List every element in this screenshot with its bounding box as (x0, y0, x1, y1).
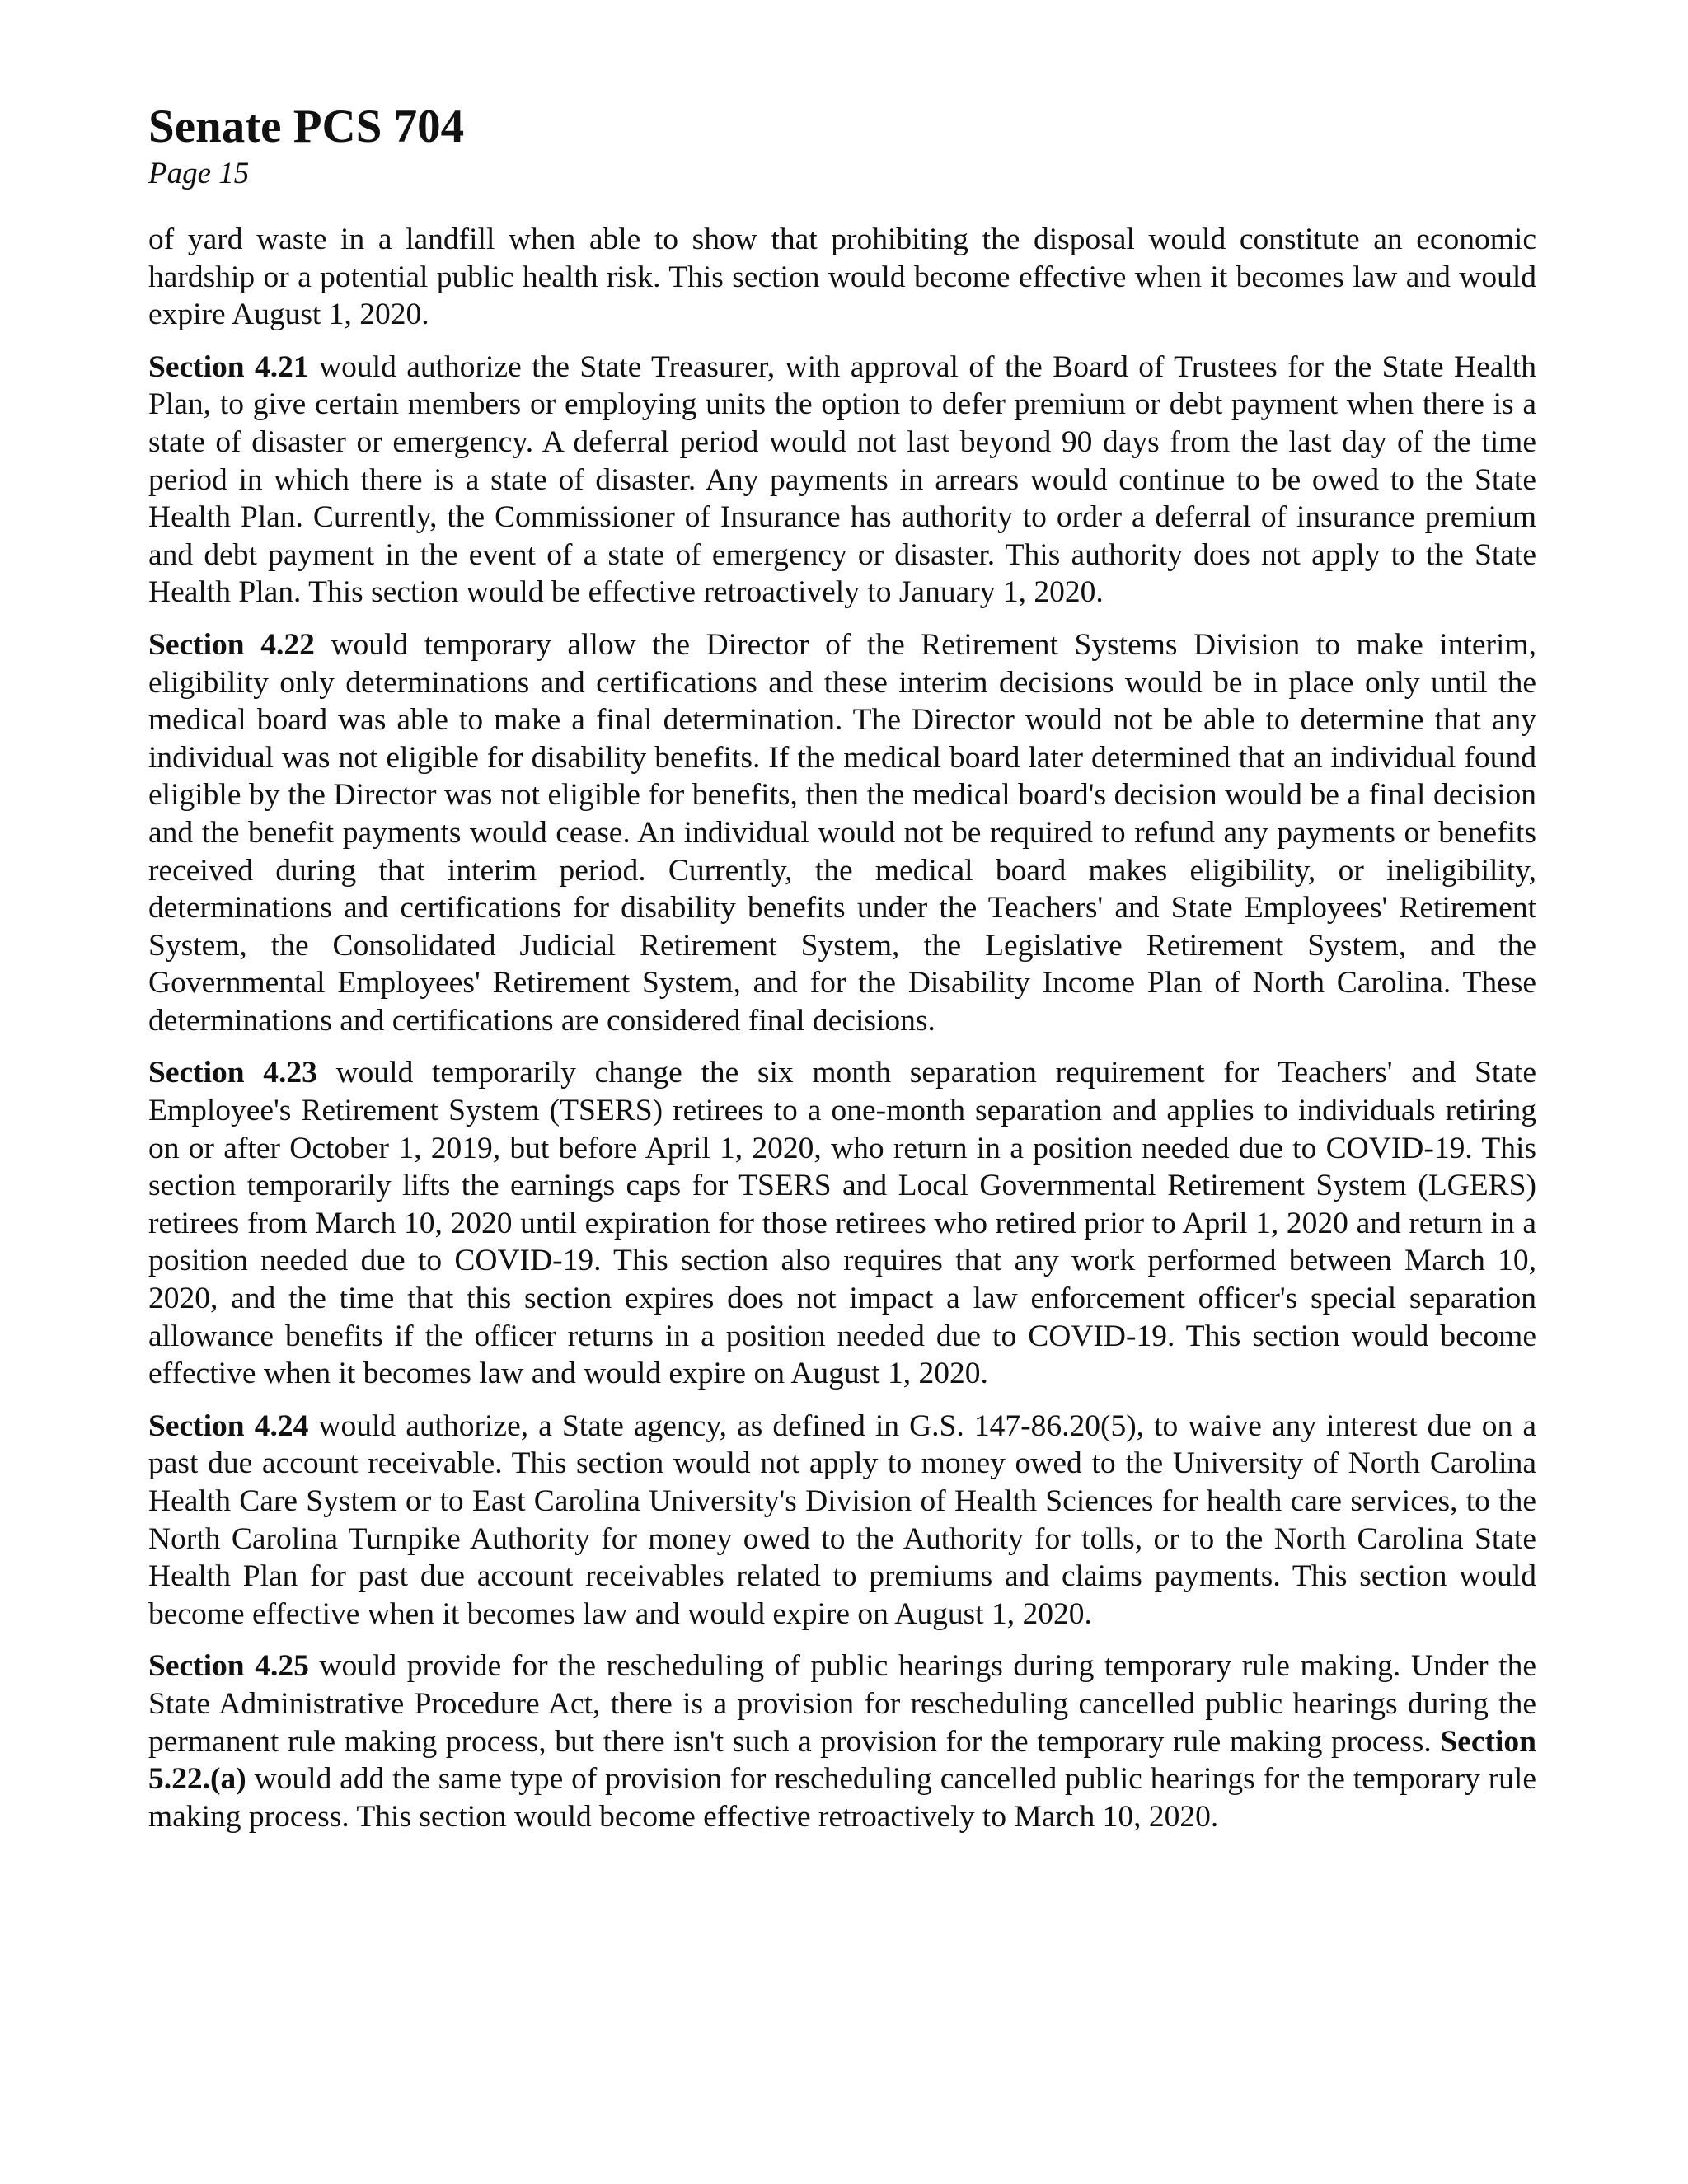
paragraph-text: of yard waste in a landfill when able to show that prohibiting the disposal would constitute an economic hardship or a potential public health risk. This section would become effective when it becomes law and would expire August 1, 2020. (148, 223, 1536, 332)
section-reference: Section 5.22.(a) (148, 1724, 1536, 1797)
section-heading: Section 4.21 (148, 349, 309, 384)
paragraph-text: would add the same type of provision for rescheduling cancelled public hearings for the temporary rule making process. This section would become effective retroactively to March 10, 2020. (148, 1762, 1536, 1834)
paragraph-section-4-22 (148, 626, 1536, 1040)
paragraph-section-4-25 (148, 1647, 1536, 1835)
paragraph-text: would temporary allow the Director of the Retirement Systems Division to make interim, eligibility only determinations and certifications and these interim decisions would be in place only until the medical board was able to make a final determination. The Director would not be able to determine that any individual was not eligible for disability benefits. If the medical board later determined that an individual found eligible by the Director was not eligible for benefits, then the medical board's decision would be a final decision and the benefit payments would cease. An individual would not be required to refund any payments or benefits received during that interim period. Currently, the medical board makes eligibility, or ineligibility, determinations and certifications for disability benefits under the Teachers' and State Employees' Retirement System, the Consolidated Judicial Retirement System, the Legislative Retirement System, and the Governmental Employees' Retirement System, and for the Disability Income Plan of North Carolina. These determinations and certifications are considered final decisions. (148, 627, 1536, 1038)
paragraph-text: would authorize, a State agency, as defined in G.S. 147-86.20(5), to waive any interest due on a past due account receivable. This section would not apply to money owed to the University of North Carolina Health Care System or to East Carolina University's Division of Health Sciences for health care services, to the North Carolina Turnpike Authority for money owed to the Authority for tolls, or to the North Carolina State Health Plan for past due account receivables related to premiums and claims payments. This section would become effective when it becomes law and would expire on August 1, 2020. (148, 1408, 1536, 1631)
paragraph-text: would temporarily change the six month separation requirement for Teachers' and State Employee's Retirement System (TSERS) retirees to a one-month separation and applies to individuals retiring on or after October 1, 2019, but before April 1, 2020, who return in a position needed due to COVID-19. This section temporarily lifts the earnings caps for TSERS and Local Governmental Retirement System (LGERS) retirees from March 10, 2020 until expiration for those retirees who retired prior to April 1, 2020 and return in a position needed due to COVID-19. This section also requires that any work performed between March 10, 2020, and the time that this section expires does not impact a law enforcement officer's special separation allowance benefits if the officer returns in a position needed due to COVID-19. This section would become effective when it becomes law and would expire on August 1, 2020. (148, 1056, 1536, 1391)
paragraph-text: would authorize the State Treasurer, with approval of the Board of Trustees for the State Health Plan, to give certain members or employing units the option to defer premium or debt payment when there is a state of disaster or emergency. A deferral period would not last beyond 90 days from the last day of the time period in which there is a state of disaster. Any payments in arrears would continue to be owed to the State Health Plan. Currently, the Commissioner of Insurance has authority to order a deferral of insurance premium and debt payment in the event of a state of emergency or disaster. This authority does not apply to the State Health Plan. This section would be effective retroactively to January 1, 2020. (148, 349, 1536, 610)
paragraph-section-4-23 (148, 1054, 1536, 1392)
section-heading: Section 4.23 (148, 1056, 317, 1090)
document-page (148, 99, 1536, 1850)
document-title: Senate PCS 704 (148, 101, 465, 152)
page-number: Page 15 (148, 157, 250, 190)
paragraph-continuation (148, 221, 1536, 334)
section-heading: Section 4.24 (148, 1408, 309, 1443)
section-heading: Section 4.22 (148, 627, 315, 662)
paragraph-section-4-24 (148, 1408, 1536, 1633)
section-heading: Section 4.25 (148, 1649, 309, 1684)
paragraph-section-4-21 (148, 349, 1536, 612)
paragraph-text: would provide for the rescheduling of public hearings during temporary rule making. Under the State Administrative Procedure Act, there is a provision for rescheduling cancelled public hearings during the permanent rule making process, but there isn't such a provision for the temporary rule making process. (148, 1649, 1536, 1759)
